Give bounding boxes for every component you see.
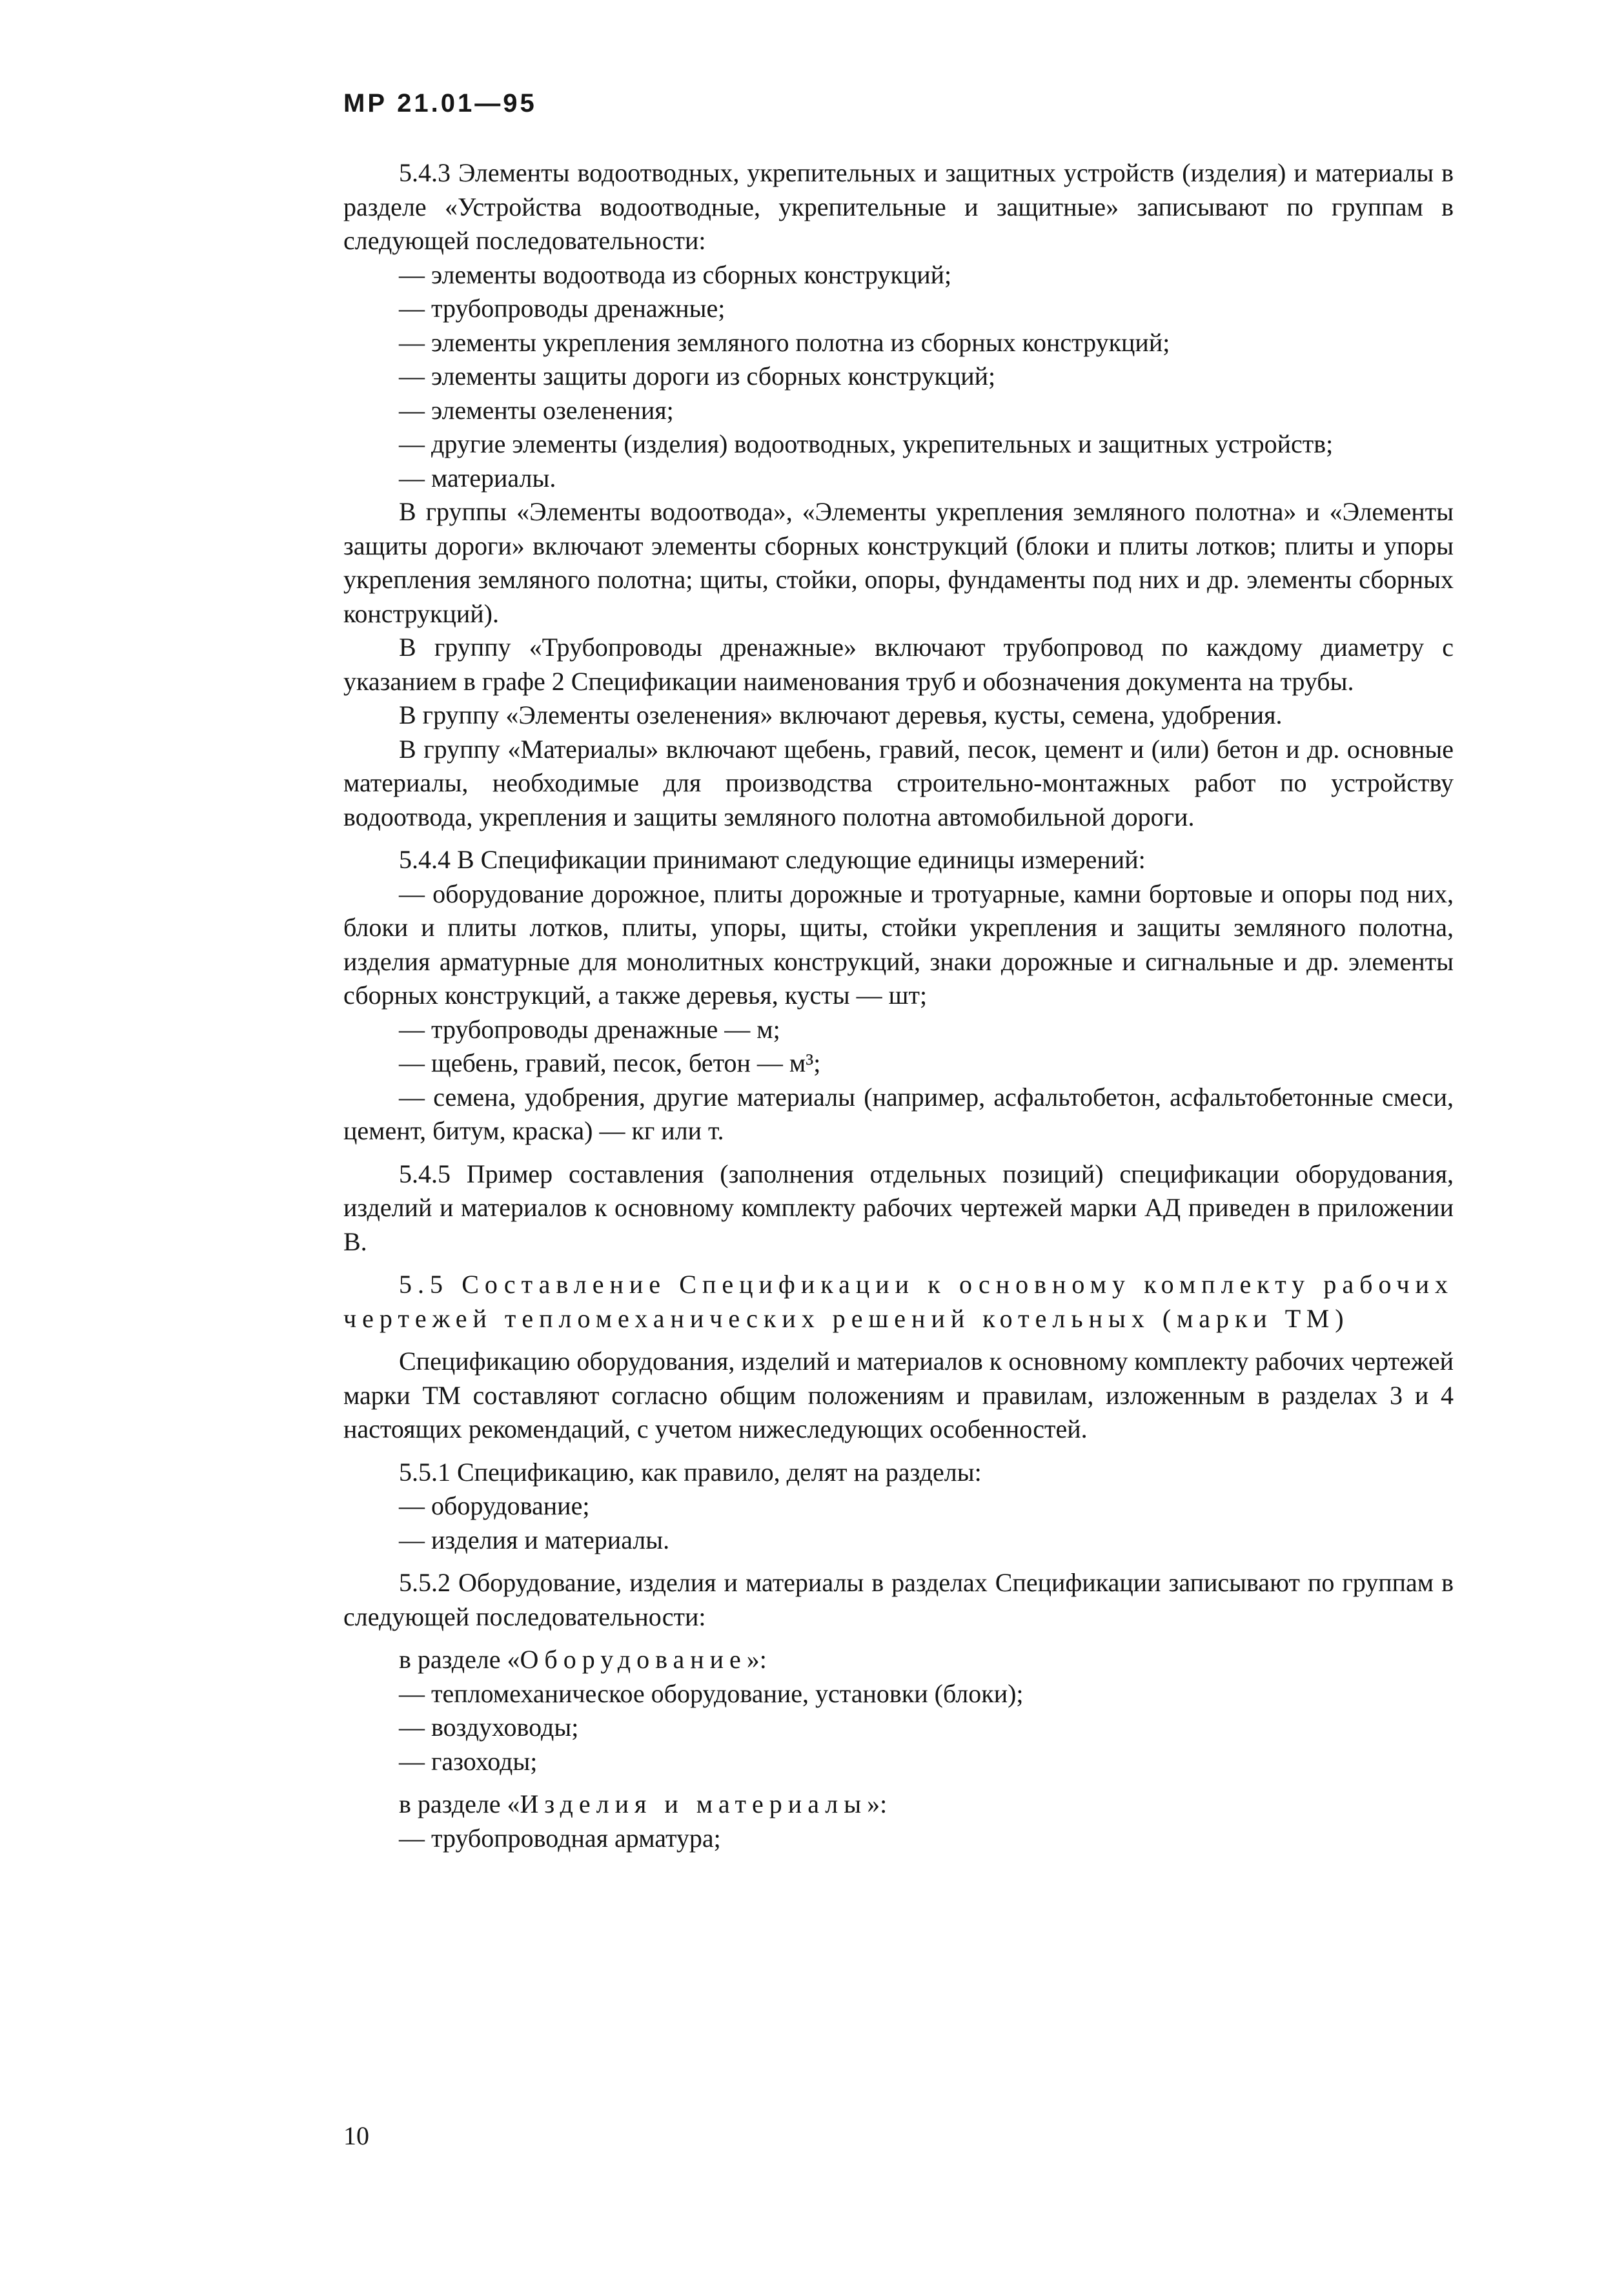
list-item: — материалы. — [399, 463, 556, 493]
list-item: — семена, удобрения, другие материалы (например, асфальтобетон, асфальтобетонные смеси, цемент, битум, краска) — кг или т. — [343, 1082, 1454, 1145]
paragraph: В группу «Трубопроводы дренажные» включают трубопровод по каждому диаметру с указанием в графе 2 Спецификации наименования труб и обозначения документа на трубы. — [343, 633, 1454, 696]
paragraph: Спецификацию оборудования, изделий и материалов к основному комплекту рабочих чертежей марки ТМ составляют согласно общим положениям и правилам, изложенным в разделах 3 и 4 настоящих рекомендаций, с учетом нижеследующих особенностей. — [343, 1347, 1454, 1443]
label-word: Оборудование — [520, 1645, 747, 1674]
list-item: — оборудование дорожное, плиты дорожные и тротуарные, камни бортовые и опоры под них, блоки и плиты лотков, плиты, упоры, щиты, стойки укрепления и защиты земляного полотна, изделия арматурные для монолитных конструкций, знаки дорожные и сигнальные и др. элементы сборных конструкций, а также деревья, кусты — шт; — [343, 879, 1454, 1010]
list-item: — элементы укрепления земляного полотна из сборных конструкций; — [399, 327, 1170, 357]
list-item: — трубопроводы дренажные — м; — [399, 1014, 780, 1044]
subsection-label-equipment — [343, 1643, 1454, 1677]
list-item: — тепломеханическое оборудование, установки (блоки); — [399, 1678, 1024, 1708]
page-number: 10 — [343, 2121, 369, 2150]
paragraph-5-5-1: 5.5.1 Спецификацию, как правило, делят на разделы: — [399, 1457, 982, 1487]
list-item: — оборудование; — [399, 1491, 590, 1520]
paragraph-5-4-5: 5.4.5 Пример составления (заполнения отдельных позиций) спецификации оборудования, изделий и материалов к основному комплекту рабочих чертежей марки АД приведен в приложении В. — [343, 1159, 1454, 1256]
body-text — [343, 156, 1454, 1855]
list-item: — элементы водоотвода из сборных конструкций; — [399, 260, 952, 289]
label-word: Изделия и материалы — [520, 1789, 868, 1818]
list-item: — газоходы; — [399, 1746, 538, 1776]
list-item: — трубопроводная арматура; — [399, 1823, 721, 1853]
list-item: — щебень, гравий, песок, бетон — м³; — [399, 1048, 821, 1077]
paragraph: В группы «Элементы водоотвода», «Элементы укрепления земляного полотна» и «Элементы защиты дороги» включают элементы сборных конструкций (блоки и плиты лотков; плиты и упоры укрепления земляного полотна; щиты, стойки, опоры, фундаменты под них и др. элементы сборных конструкций). — [343, 497, 1454, 628]
list-item: — трубопроводы дренажные; — [399, 294, 726, 323]
list-item: — элементы защиты дороги из сборных конструкций; — [399, 361, 996, 391]
document-code: МР 21.01—95 — [343, 89, 537, 117]
list-item: — изделия и материалы. — [399, 1525, 670, 1554]
paragraph: В группу «Элементы озеленения» включают деревья, кусты, семена, удобрения. — [399, 700, 1283, 729]
section-heading-5-5: 5.5 Составление Спецификации к основному комплекту рабочих чертежей тепломеханических решений котельных (марки ТМ) — [343, 1270, 1454, 1333]
paragraph-5-4-4: 5.4.4 В Спецификации принимают следующие единицы измерений: — [399, 845, 1146, 874]
label-suffix: »: — [867, 1789, 888, 1818]
paragraph-5-5-2: 5.5.2 Оборудование, изделия и материалы в разделах Спецификации записывают по группам в следующей последовательности: — [343, 1568, 1454, 1631]
paragraph: В группу «Материалы» включают щебень, гравий, песок, цемент и (или) бетон и др. основные материалы, необходимые для производства строительно-монтажных работ по устройству водоотвода, укрепления и защиты земляного полотна автомобильной дороги. — [343, 734, 1454, 831]
label-prefix: в разделе « — [399, 1645, 520, 1674]
label-suffix: »: — [746, 1645, 767, 1674]
list-item: — воздуховоды; — [399, 1713, 579, 1742]
subsection-label-materials — [343, 1787, 1454, 1822]
paragraph-5-4-3: 5.4.3 Элементы водоотводных, укрепительных и защитных устройств (изделия) и материалы в разделе «Устройства водоотводные, укрепительные и защитные» записывают по группам в следующей последовательности: — [343, 158, 1454, 255]
label-prefix: в разделе « — [399, 1789, 520, 1818]
list-item: — другие элементы (изделия) водоотводных, укрепительных и защитных устройств; — [399, 429, 1334, 458]
list-item: — элементы озеленения; — [399, 395, 674, 425]
